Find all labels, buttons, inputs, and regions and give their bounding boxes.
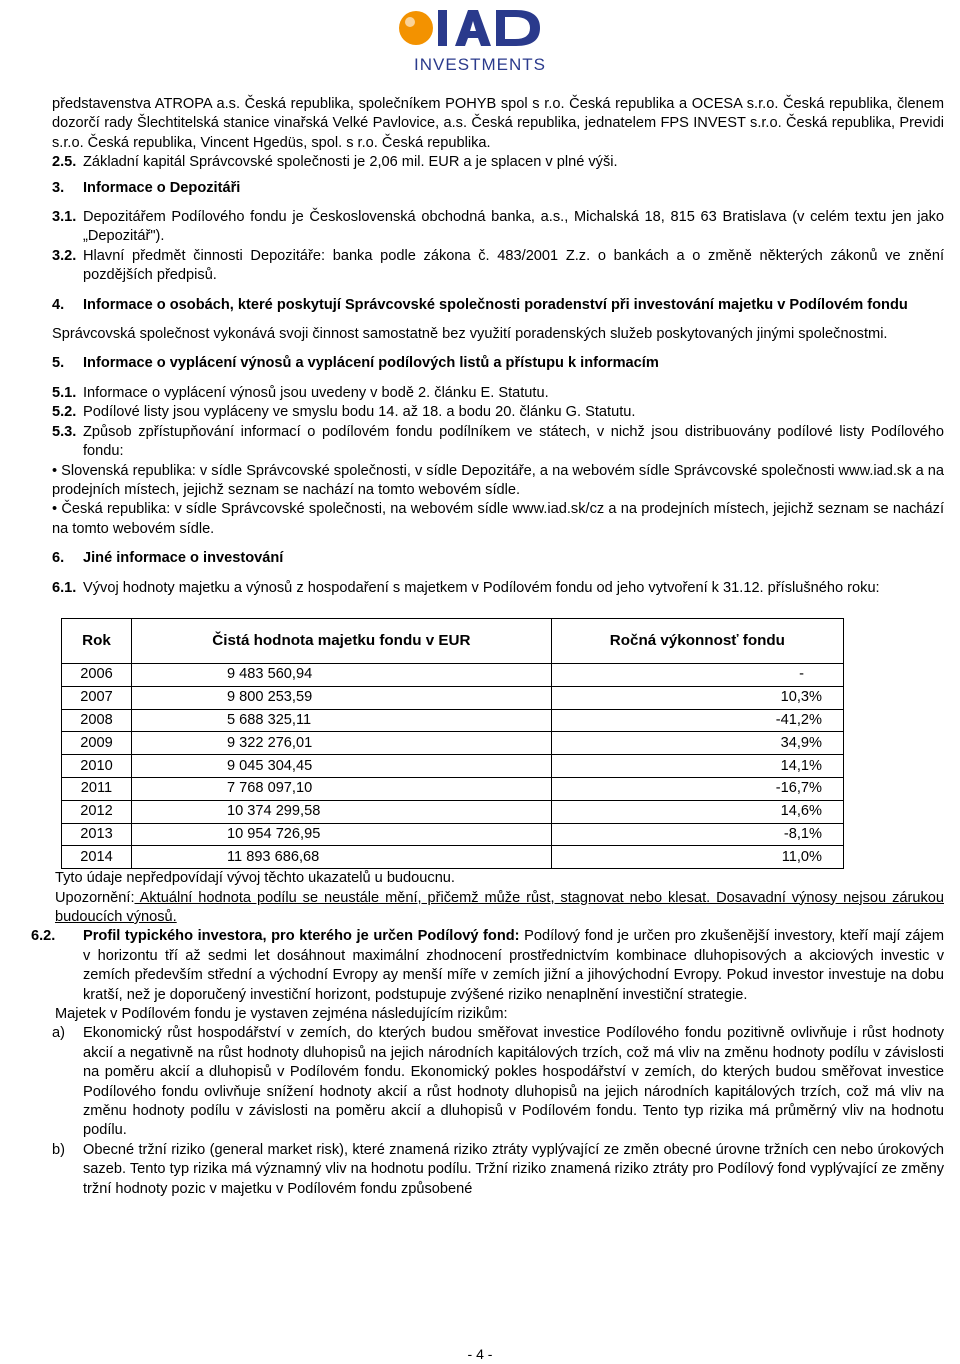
- cell-performance: -16,7%: [551, 777, 843, 800]
- cell-performance: 11,0%: [551, 846, 843, 869]
- section-text: Základní kapitál Správcovské společnosti je 2,06 mil. EUR a je splacen v plné výši.: [83, 154, 618, 171]
- risk-label: b): [52, 1141, 65, 1158]
- risk-text: Obecné tržní riziko (general market risk), které znamená riziko ztráty vyplývající ze změn obecné úrovne tržních cen nebo úrokových sazeb. Tento typ rizika má významný vliv na hodnotu podílu. Tržní riziko znamená riziko ztráty pro Podílový fond vyplývající ze změny tržní hodnoty pozic v majetku v Podílovém fondu způsobené: [83, 1141, 944, 1197]
- page-content: [31, 95, 944, 1199]
- disclaimer-note: Tyto údaje nepředpovídají vývoj těchto ukazatelů u budoucnu.: [55, 870, 455, 887]
- cell-nav: 5 688 325,11: [132, 709, 552, 732]
- table-row: [62, 686, 844, 709]
- section-number: 3.: [52, 179, 65, 196]
- cell-year: 2014: [62, 846, 132, 869]
- section-number: 6.: [52, 550, 65, 567]
- section-number: 2.5.: [52, 154, 77, 171]
- section-text: Způsob zpřístupňování informací o podílovém fondu podílníkem ve státech, v nichž jsou distribuovány podílové listy Podílového fondu:: [83, 423, 944, 460]
- section-number: 3.2.: [52, 247, 77, 264]
- table-row: [62, 846, 844, 869]
- section-3-1: [52, 208, 944, 247]
- logo-orange-circle: [399, 11, 433, 45]
- section-title: Informace o Depozitáři: [83, 179, 241, 196]
- section-text: Podílové listy jsou vypláceny ve smyslu bodu 14. až 18. a bodu 20. článku G. Statutu.: [83, 404, 636, 421]
- section-2-5: [52, 153, 944, 172]
- section-3-heading: [52, 179, 944, 198]
- cell-year: 2009: [62, 732, 132, 755]
- logo-tagline: INVESTMENTS: [414, 55, 546, 74]
- cell-nav: 10 954 726,95: [132, 823, 552, 846]
- bullet-czech: • Česká republika: v sídle Správcovské společnosti, na webovém sídle www.iad.sk/cz a na prodejních místech, jejichž seznam se nachází na tomto webovém sídle.: [52, 501, 944, 537]
- table-row: [62, 732, 844, 755]
- cell-nav: 9 322 276,01: [132, 732, 552, 755]
- cell-nav: 9 800 253,59: [132, 686, 552, 709]
- section-title: Informace o vyplácení výnosů a vyplácení podílových listů a přístupu k informacím: [83, 355, 659, 372]
- risk-item-a: [52, 1024, 944, 1140]
- risks-intro: Majetek v Podílovém fondu je vystaven zejména následujícím rizikům:: [55, 1005, 508, 1022]
- section-number: 4.: [52, 296, 65, 313]
- section-title: Jiné informace o investování: [83, 550, 284, 567]
- cell-year: 2007: [62, 686, 132, 709]
- column-header-performance: Ročná výkonnosť fondu: [551, 618, 843, 663]
- section-5-3: [52, 423, 944, 462]
- cell-performance: 34,9%: [551, 732, 843, 755]
- section-4-text: Správcovská společnost vykonává svoji činnost samostatně bez využití poradenských služeb poskytovaných jinými společnostmi.: [52, 326, 888, 343]
- cell-performance: 14,1%: [551, 755, 843, 778]
- cell-performance: -8,1%: [551, 823, 843, 846]
- page-number: - 4 -: [467, 1346, 493, 1362]
- cell-nav: 9 045 304,45: [132, 755, 552, 778]
- warning-label: Upozornění:: [55, 889, 135, 906]
- column-header-year: Rok: [62, 618, 132, 663]
- intro-paragraph: představenstva ATROPA a.s. Česká republika, společníkem POHYB spol s r.o. Česká republika a OCESA s.r.o. Česká republika, členem dozorčí rady Šlechtitelská stanice vinařská Velké Pavlovice, a.s. Česká republika, jednatelem FPS INVEST s.r.o. Česká republika, Previdi s.r.o. Česká republika, Vincent Hgedüs, spol. s r.o. Česká republika.: [52, 96, 944, 151]
- cell-performance: -: [551, 663, 843, 686]
- table-row: [62, 823, 844, 846]
- section-number: 5.: [52, 355, 65, 372]
- table-row: [62, 663, 844, 686]
- cell-year: 2013: [62, 823, 132, 846]
- section-number: 5.3.: [52, 423, 77, 440]
- table-header-row: [62, 618, 844, 663]
- cell-year: 2008: [62, 709, 132, 732]
- section-5-heading: [52, 354, 944, 373]
- cell-nav: 7 768 097,10: [132, 777, 552, 800]
- cell-year: 2012: [62, 800, 132, 823]
- section-6-1: [52, 579, 944, 598]
- table-row: [62, 755, 844, 778]
- cell-nav: 10 374 299,58: [132, 800, 552, 823]
- cell-nav: 9 483 560,94: [132, 663, 552, 686]
- fund-performance-table: [61, 618, 844, 869]
- table-row: [62, 709, 844, 732]
- section-number: 5.2.: [52, 404, 77, 421]
- section-number: 6.1.: [52, 579, 77, 596]
- cell-nav: 11 893 686,68: [132, 846, 552, 869]
- section-6-2: [31, 927, 944, 1005]
- table-body: [62, 663, 844, 868]
- warning-paragraph: [52, 889, 944, 928]
- section-4-heading: [52, 296, 944, 315]
- warning-text: Aktuální hodnota podílu se neustále mění, přičemž může růst, stagnovat nebo klesat. Dosavadní výnosy nejsou zárukou budoucích výnosů.: [55, 889, 944, 925]
- cell-performance: -41,2%: [551, 709, 843, 732]
- section-text: Hlavní předmět činnosti Depozitáře: banka podle zákona č. 483/2001 Z.z. o bankách a o změně některých zákonů ve znění pozdějších předpisů.: [83, 247, 944, 284]
- section-3-2: [52, 247, 944, 286]
- section-number: 6.2.: [31, 928, 56, 945]
- section-number: 5.1.: [52, 384, 77, 401]
- bullet-slovakia: • Slovenská republika: v sídle Správcovské společnosti, v sídle Depozitáře, a na webovém sídle Správcovské společnosti www.iad.sk a na prodejních místech, jejichž seznam se nachází na tomto webovém sídle.: [52, 462, 944, 498]
- risk-text: Ekonomický růst hospodářství v zemích, do kterých budou směřovat investice Podílového fondu pozitivně ovlivňuje i růst hodnoty akcií a negativně na růst hodnoty dluhopisů na jejich národních kapitálových trzích, což má vliv na změnu hodnoty podílu v závislosti na poměru akcií a dluhopisů v Podílovém fondu. Ekonomický pokles hospodářství v zemích, do kterých budou směřovat investice Podílového fondu ovlivňuje snížení hodnoty akcií a růst hodnoty dluhopisů na jejich národních kapitálových trzích, což má vliv na změnu hodnoty podílu v závislosti na poměru akcií a dluhopisů v Podílovém fondu. Tento typ rizika má průměrný vliv na hodnotu podílu.: [83, 1025, 944, 1139]
- section-5-2: [52, 403, 944, 422]
- section-text: Informace o vyplácení výnosů jsou uvedeny v bodě 2. článku E. Statutu.: [83, 384, 549, 401]
- table-row: [62, 800, 844, 823]
- section-text: Depozitářem Podílového fondu je Československá obchodná banka, a.s., Michalská 18, 815 63 Bratislava (v celém textu jen jako „Depozitář").: [83, 209, 944, 245]
- cell-year: 2011: [62, 777, 132, 800]
- cell-performance: 10,3%: [551, 686, 843, 709]
- section-title: Informace o osobách, které poskytují Správcovské společnosti poradenství při investování majetku v Podílovém fondu: [83, 296, 908, 313]
- section-6-heading: [52, 549, 944, 568]
- cell-performance: 14,6%: [551, 800, 843, 823]
- section-text: [83, 927, 944, 1005]
- iad-investments-logo: [380, 4, 580, 76]
- investor-profile-text: Podílový fond je určen pro zkušenější investory, kteří mají zájem v horizontu tří až sedmi let dosáhnout maximální zhodnocení prostřednictvím kombinace dluhopisových a akciových investic v zemích především střední a východní Evropy ay menší míře v zemích jižní a jihovýchodní Evropy. Pokud investor investuje na dobu kratší, než je doporučený investiční horizont, podstupuje zvýšené riziko nenaplnění investiční strategie.: [83, 928, 944, 1003]
- column-header-nav: Čistá hodnota majetku fondu v EUR: [132, 618, 552, 663]
- section-number: 3.1.: [52, 209, 77, 226]
- cell-year: 2006: [62, 663, 132, 686]
- risk-label: a): [52, 1025, 65, 1042]
- section-title: Profil typického investora, pro kterého je určen Podílový fond:: [83, 928, 520, 945]
- section-text: Vývoj hodnoty majetku a výnosů z hospodaření s majetkem v Podílovém fondu od jeho vytvoření k 31.12. příslušného roku:: [83, 579, 880, 596]
- cell-year: 2010: [62, 755, 132, 778]
- section-5-1: [52, 384, 944, 403]
- table-row: [62, 777, 844, 800]
- risk-item-b: [52, 1141, 944, 1199]
